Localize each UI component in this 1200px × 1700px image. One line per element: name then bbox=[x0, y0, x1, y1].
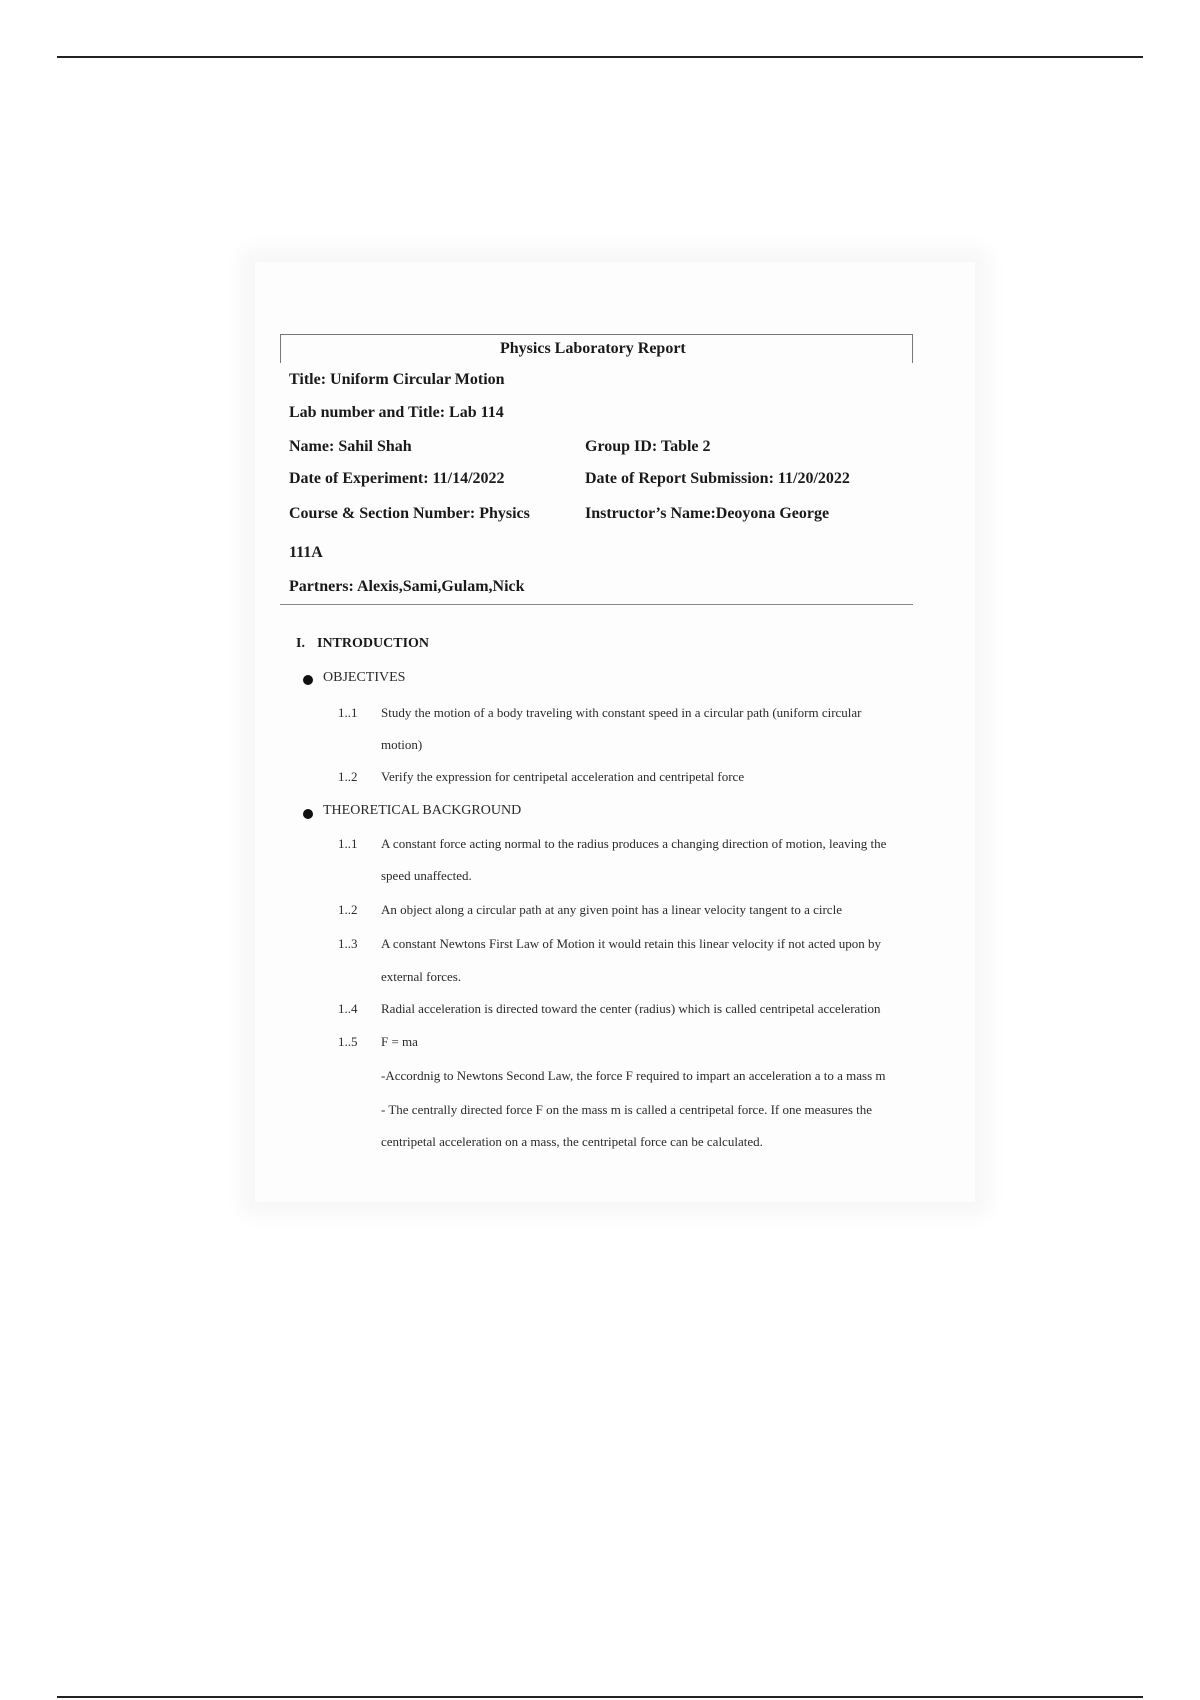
background-label: THEORETICAL BACKGROUND bbox=[323, 803, 522, 818]
date-of-experiment-line: Date of Experiment: 11/14/2022 bbox=[289, 470, 505, 487]
objective-text-continued: motion) bbox=[381, 737, 423, 752]
course-section-line-continued: 111A bbox=[289, 544, 323, 561]
background-number: 1..3 bbox=[338, 936, 358, 951]
background-text-continued: speed unaffected. bbox=[381, 868, 472, 883]
objectives-label: OBJECTIVES bbox=[323, 670, 406, 685]
background-text: An object along a circular path at any given point has a linear velocity tangent to a circle bbox=[381, 902, 842, 917]
bullet-icon bbox=[303, 675, 313, 685]
background-number: 1..5 bbox=[338, 1034, 358, 1049]
section-number: I. bbox=[296, 636, 305, 651]
objective-text: Study the motion of a body traveling with constant speed in a circular path (uniform circular bbox=[381, 705, 862, 720]
course-section-line: Course & Section Number: Physics bbox=[289, 505, 530, 522]
background-note: -Accordnig to Newtons Second Law, the force F required to impart an acceleration a to a mass m bbox=[381, 1068, 886, 1083]
lab-number-line: Lab number and Title: Lab 114 bbox=[289, 404, 504, 421]
background-text: A constant Newtons First Law of Motion it would retain this linear velocity if not acted upon by bbox=[381, 936, 882, 951]
bottom-rule bbox=[57, 1696, 1143, 1698]
objective-number: 1..1 bbox=[338, 705, 358, 720]
header-divider bbox=[280, 604, 913, 605]
instructor-name-line: Instructor’s Name:Deoyona George bbox=[585, 505, 830, 522]
background-number: 1..4 bbox=[338, 1001, 358, 1016]
report-title-line: Title: Uniform Circular Motion bbox=[289, 371, 505, 388]
report-heading: Physics Laboratory Report bbox=[500, 340, 686, 357]
partners-line: Partners: Alexis,Sami,Gulam,Nick bbox=[289, 578, 525, 595]
objective-text: Verify the expression for centripetal acceleration and centripetal force bbox=[381, 769, 745, 784]
group-id-line: Group ID: Table 2 bbox=[585, 438, 711, 455]
section-heading-introduction: INTRODUCTION bbox=[317, 636, 430, 651]
objective-number: 1..2 bbox=[338, 769, 358, 784]
background-text: F = ma bbox=[381, 1034, 418, 1049]
background-text-continued: external forces. bbox=[381, 969, 462, 984]
date-of-submission-line: Date of Report Submission: 11/20/2022 bbox=[585, 470, 850, 487]
background-text: A constant force acting normal to the radius produces a changing direction of motion, leaving the bbox=[381, 836, 887, 851]
background-note: centripetal acceleration on a mass, the centripetal force can be calculated. bbox=[381, 1134, 763, 1149]
background-note: - The centrally directed force F on the mass m is called a centripetal force. If one measures the bbox=[381, 1102, 873, 1117]
background-number: 1..1 bbox=[338, 836, 358, 851]
bullet-icon bbox=[303, 809, 313, 819]
student-name-line: Name: Sahil Shah bbox=[289, 438, 412, 455]
background-text: Radial acceleration is directed toward the center (radius) which is called centripetal acceleration bbox=[381, 1001, 881, 1016]
background-number: 1..2 bbox=[338, 902, 358, 917]
top-rule bbox=[57, 56, 1143, 58]
